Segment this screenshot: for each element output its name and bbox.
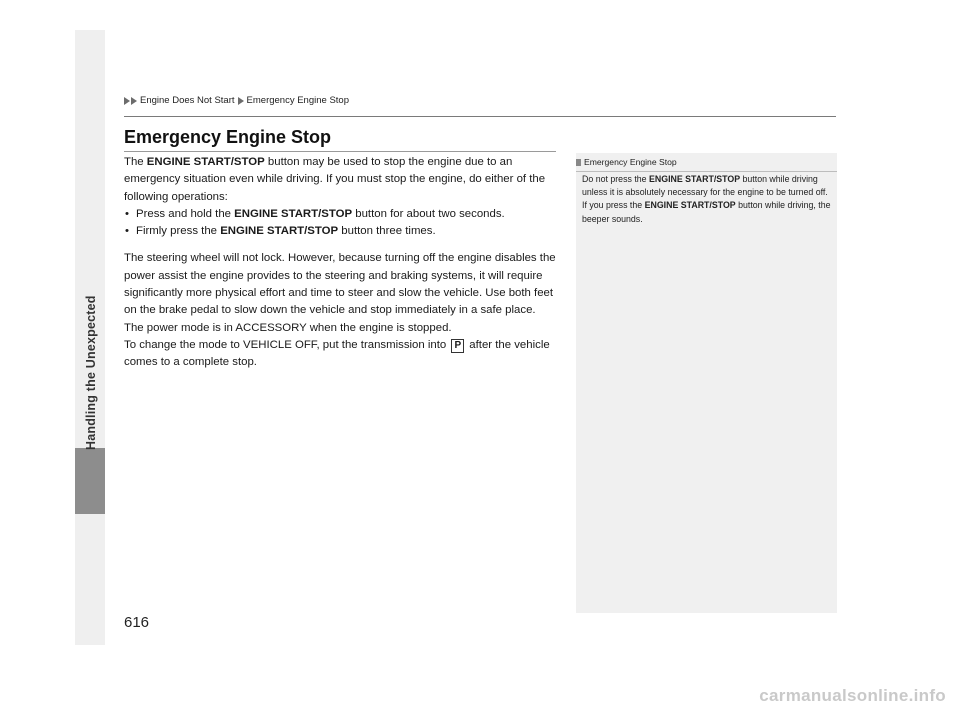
sidebar-divider [576, 171, 837, 172]
park-gear-symbol: P [451, 339, 464, 353]
operations-list [124, 206, 558, 241]
steering-paragraph: The steering wheel will not lock. However, because turning off the engine disables the power assist the engine provides to the steering and braking systems, it will require significantly more physical effort and time to steer and slow the vehicle. Use both feet on the brake pedal to slow down the vehicle and stop immediately in a safe place. [124, 252, 556, 317]
list-item: • Press and hold the ENGINE START/STOP button for about two seconds. [124, 206, 558, 223]
note-icon [576, 159, 581, 166]
header-divider [124, 116, 836, 117]
sidebar-heading: Emergency Engine Stop [576, 157, 837, 167]
button-name: ENGINE START/STOP [146, 156, 265, 168]
title-divider [124, 151, 556, 152]
watermark: carmanualsonline.info [759, 686, 946, 705]
list-item: • Firmly press the ENGINE START/STOP button three times. [124, 223, 558, 240]
page-title: Emergency Engine Stop [124, 127, 332, 147]
sidebar-note: Do not press the ENGINE START/STOP button while driving unless it is absolutely necessary for the engine to be turned off. [582, 174, 828, 198]
vehicle-off-paragraph: To change the mode to VEHICLE OFF, put the transmission into P after the vehicle comes to a complete stop. [124, 338, 550, 369]
sidebar-note: If you press the ENGINE START/STOP button while driving, the beeper sounds. [582, 200, 831, 224]
double-arrow-icon [124, 97, 137, 105]
notes-sidebar [576, 153, 837, 613]
side-tab-label: Handling the Unexpected [84, 295, 98, 450]
breadcrumb [124, 95, 349, 106]
power-mode-paragraph: The power mode is in ACCESSORY when the engine is stopped. [124, 321, 452, 334]
main-content [124, 154, 558, 372]
breadcrumb-item[interactable]: Emergency Engine Stop [246, 95, 349, 106]
side-tab-marker [75, 448, 105, 514]
page-number: 616 [124, 614, 150, 631]
intro-paragraph: The ENGINE START/STOP button may be used to stop the engine due to an emergency situation even while driving. If you must stop the engine, do either of the following operations: [124, 156, 546, 203]
breadcrumb-item[interactable]: Engine Does Not Start [140, 95, 235, 106]
sidebar-body [582, 173, 832, 226]
arrow-icon [238, 97, 244, 105]
